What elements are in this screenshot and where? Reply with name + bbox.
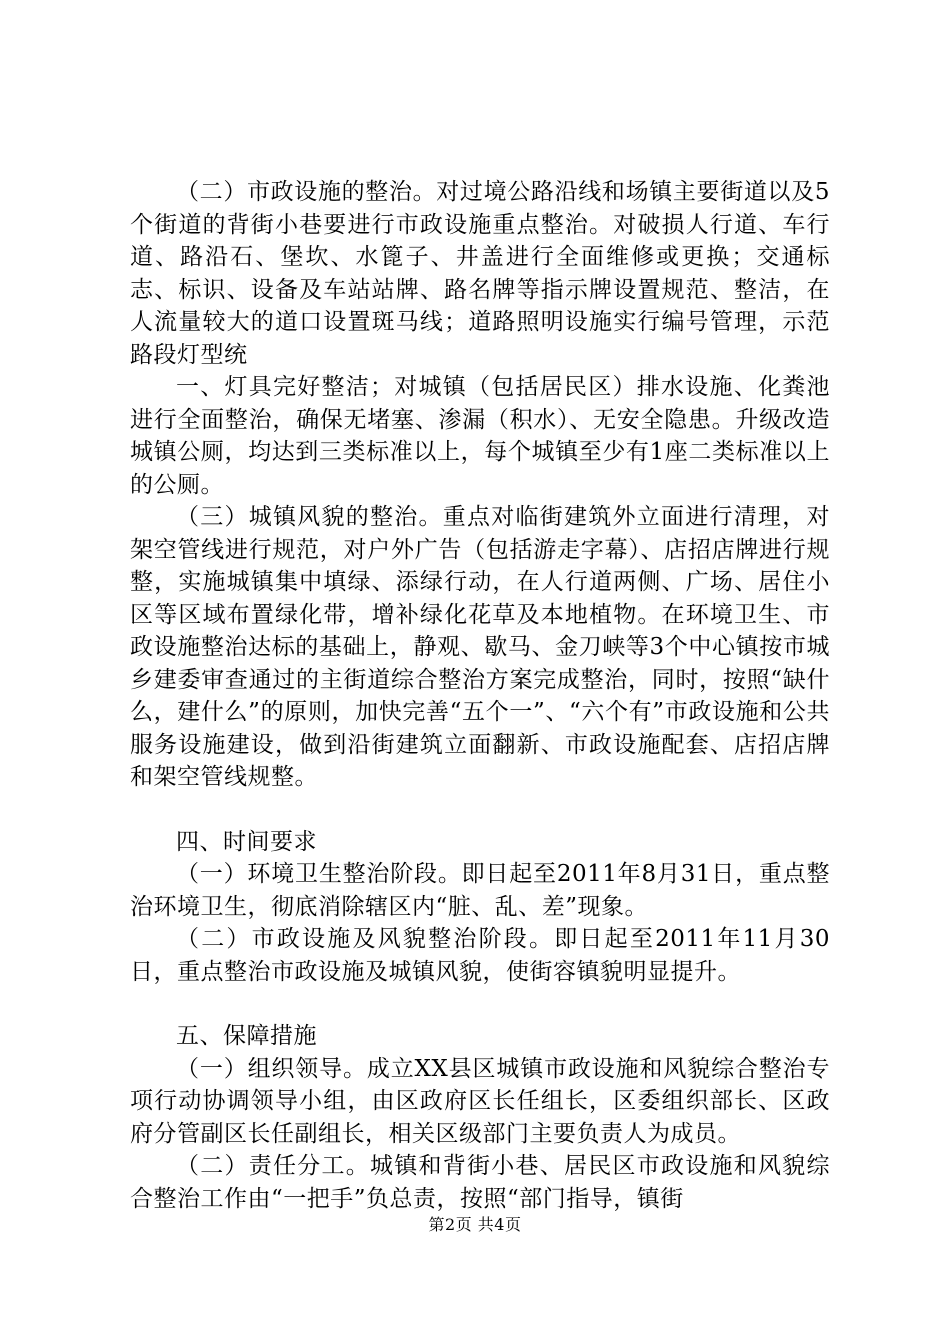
heading-time-requirements: 四、时间要求: [176, 828, 317, 855]
paragraph-responsibility: （二）责任分工。城镇和背街小巷、居民区市政设施和风貌综合整治工作由“一把手”负总责，按照“部门指导，镇街: [130, 1153, 830, 1212]
paragraph-lighting-drainage: 一、灯具完好整洁；对城镇（包括居民区）排水设施、化粪池进行全面整治，确保无堵塞、渗漏（积水）、无安全隐患。升级改造城镇公厕，均达到三类标准以上，每个城镇至少有1座二类标准以上的公厕。: [130, 374, 830, 498]
heading-safeguard-measures: 五、保障措施: [176, 1023, 317, 1049]
paragraph-town-appearance: （三）城镇风貌的整治。重点对临街建筑外立面进行清理，对架空管线进行规范，对户外广告（包括游走字幕）、店招店牌进行规整，实施城镇集中填绿、添绿行动，在人行道两侧、广场、居住小区等区域布置绿化带，增补绿化花草及本地植物。在环境卫生、市政设施整治达标的基础上，静观、歇马、金刀峡等3个中心镇按市城乡建委审查通过的主街道综合整治方案完成整治，同时，按照“缺什么，建什么”的原则，加快完善“五个一”、“六个有”市政设施和公共服务设施建设，做到沿街建筑立面翻新、市政设施配套、店招店牌和架空管线规整。: [130, 504, 830, 790]
paragraph-facilities-phase: （二）市政设施及风貌整治阶段。即日起至2011年11月30日，重点整治市政设施及城镇风貌，使街容镇貌明显提升。: [130, 926, 830, 985]
paragraph-sanitation-phase: （一）环境卫生整治阶段。即日起至2011年8月31日，重点整治环境卫生，彻底消除辖区内“脏、乱、差”现象。: [130, 861, 830, 920]
paragraph-municipal-facilities: （二）市政设施的整治。对过境公路沿线和场镇主要街道以及5个街道的背街小巷要进行市政设施重点整治。对破损人行道、车行道、路沿石、堡坎、水篦子、井盖进行全面维修或更换；交通标志、标识、设备及车站站牌、路名牌等指示牌设置规范、整洁，在人流量较大的道口设置斑马线；道路照明设施实行编号管理，示范路段灯型统: [130, 179, 830, 368]
section-spacer: [130, 794, 830, 826]
section-spacer: [130, 988, 830, 1020]
page-footer: 第2页 共4页: [428, 1215, 522, 1234]
document-body: [130, 176, 830, 1215]
paragraph-organization: （一）组织领导。成立XX县区城镇市政设施和风貌综合整治专项行动协调领导小组，由区政府区长任组长，区委组织部长、区政府分管副区长任副组长，相关区级部门主要负责人为成员。: [130, 1055, 830, 1147]
